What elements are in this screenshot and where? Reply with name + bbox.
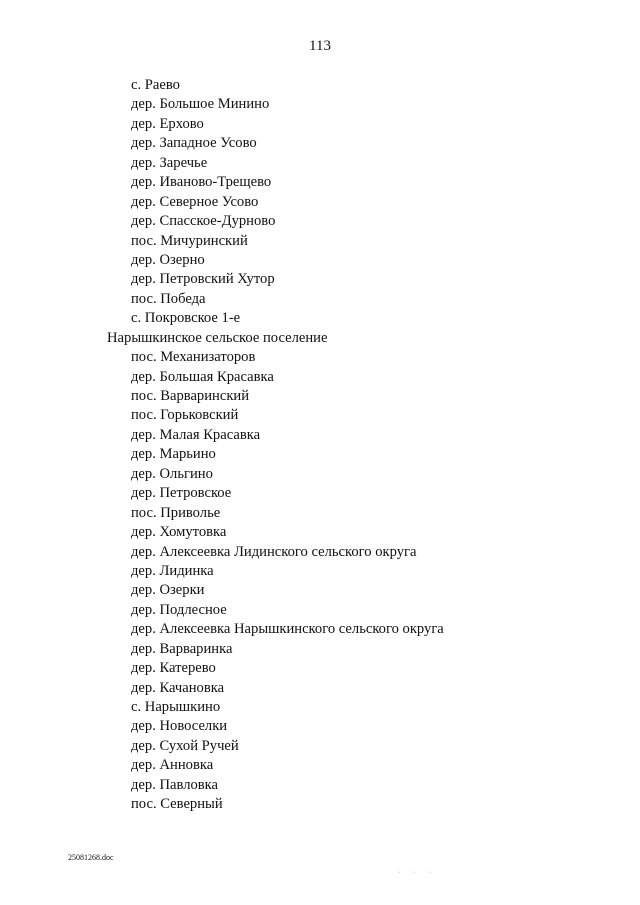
- settlement-item: пос. Победа: [131, 290, 206, 307]
- settlement-item: дер. Петровское: [131, 485, 232, 502]
- settlement-item: дер. Озерно: [131, 251, 205, 268]
- settlement-item: дер. Озерки: [131, 582, 205, 599]
- settlement-item: дер. Варваринка: [131, 640, 233, 657]
- settlement-item: с. Нарышкино: [131, 699, 221, 715]
- footer-marks: · · ·: [398, 870, 437, 876]
- settlement-item: дер. Хомутовка: [131, 524, 227, 541]
- settlement-item: дер. Ольгино: [131, 465, 213, 482]
- settlement-item: пос. Северный: [131, 796, 223, 813]
- page-number: 113: [309, 38, 331, 54]
- settlement-item: дер. Катерево: [131, 660, 216, 677]
- settlement-item: дер. Марьино: [131, 446, 216, 463]
- settlement-item: дер. Северное Усово: [131, 193, 259, 210]
- settlement-item: пос. Механизаторов: [131, 349, 256, 366]
- settlement-item: дер. Иваново-Трещево: [131, 174, 272, 191]
- settlement-item: дер. Алексеевка Лидинского сельского округа: [131, 543, 417, 560]
- settlement-item: дер. Западное Усово: [131, 135, 257, 152]
- settlement-item: пос. Варваринский: [131, 388, 250, 404]
- settlement-item: с. Раево: [131, 77, 180, 93]
- settlement-item: дер. Малая Красавка: [131, 426, 261, 443]
- settlement-item: пос. Мичуринский: [131, 232, 248, 249]
- settlement-item: дер. Подлесное: [131, 601, 227, 618]
- settlement-item: дер. Заречье: [131, 154, 208, 171]
- settlement-item: дер. Ерхово: [131, 115, 204, 132]
- settlement-item: дер. Лидинка: [131, 562, 214, 579]
- footer-file-name: 25081268.doc: [68, 853, 114, 862]
- settlement-list: [0, 76, 444, 815]
- settlement-item: пос. Приволье: [131, 504, 221, 521]
- settlement-item: дер. Сухой Ручей: [131, 737, 239, 754]
- section-heading: Нарышкинское сельское поселение: [107, 329, 328, 346]
- settlement-item: дер. Большое Минино: [131, 96, 270, 113]
- settlement-item: дер. Большая Красавка: [131, 368, 274, 385]
- settlement-item: дер. Спасское-Дурново: [131, 213, 276, 230]
- settlement-item: дер. Алексеевка Нарышкинского сельского округа: [131, 621, 444, 638]
- settlement-item: дер. Павловка: [131, 776, 219, 793]
- settlement-item: дер. Анновка: [131, 757, 214, 774]
- settlement-item: с. Покровское 1-е: [131, 310, 241, 327]
- settlement-item: дер. Новоселки: [131, 718, 228, 735]
- settlement-item: пос. Горьковский: [131, 407, 239, 424]
- settlement-item: дер. Петровский Хутор: [131, 271, 275, 288]
- settlement-item: дер. Качановка: [131, 679, 225, 696]
